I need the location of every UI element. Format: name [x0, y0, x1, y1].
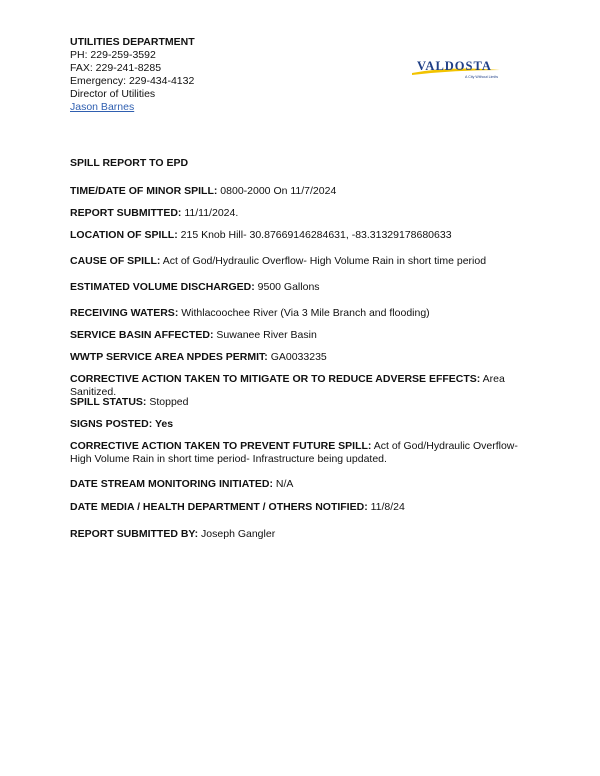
valdosta-logo [410, 56, 502, 82]
field-submitted-by: REPORT SUBMITTED BY: Joseph Gangler [70, 528, 276, 540]
field-corrective-action-mitigate: CORRECTIVE ACTION TAKEN TO MITIGATE OR TO REDUCE ADVERSE EFFECTS: Area Sanitized. [70, 373, 505, 398]
field-signs-posted: SIGNS POSTED: Yes [70, 418, 174, 430]
field-service-basin: SERVICE BASIN AFFECTED: Suwanee River Basin [70, 329, 317, 341]
logo-tagline: A City Without Limits [465, 75, 498, 79]
department-name: UTILITIES DEPARTMENT [70, 36, 195, 48]
field-spill-time-date: TIME/DATE OF MINOR SPILL: 0800-2000 On 11/7/2024 [70, 185, 337, 197]
field-location: LOCATION OF SPILL: 215 Knob Hill- 30.87669146284631, -83.31329178680633 [70, 229, 452, 241]
phone-number: PH: 229-259-3592 [70, 49, 156, 61]
field-corrective-action-prevent: CORRECTIVE ACTION TAKEN TO PREVENT FUTURE SPILL: Act of God/Hydraulic Overflow- High Volume Rain in short time period- Infrastructure being updated. [70, 440, 518, 465]
fax-number: FAX: 229-241-8285 [70, 62, 162, 74]
field-npdes-permit: WWTP SERVICE AREA NPDES PERMIT: GA0033235 [70, 351, 327, 363]
report-title: SPILL REPORT TO EPD [70, 157, 189, 169]
emergency-number: Emergency: 229-434-4132 [70, 75, 195, 87]
director-title: Director of Utilities [70, 88, 156, 100]
field-receiving-waters: RECEIVING WATERS: Withlacoochee River (Via 3 Mile Branch and flooding) [70, 307, 430, 319]
logo-name: VALDOSTA [417, 59, 492, 73]
field-stream-monitoring: DATE STREAM MONITORING INITIATED: N/A [70, 478, 294, 490]
director-name-link[interactable]: Jason Barnes [70, 101, 135, 113]
field-volume-discharged: ESTIMATED VOLUME DISCHARGED: 9500 Gallons [70, 281, 320, 293]
letterhead-contact-block [70, 36, 195, 114]
field-notification-date: DATE MEDIA / HEALTH DEPARTMENT / OTHERS NOTIFIED: 11/8/24 [70, 501, 405, 513]
field-report-submitted: REPORT SUBMITTED: 11/11/2024. [70, 207, 239, 219]
field-spill-status: SPILL STATUS: Stopped [70, 396, 189, 408]
field-cause: CAUSE OF SPILL: Act of God/Hydraulic Overflow- High Volume Rain in short time period [70, 255, 487, 267]
